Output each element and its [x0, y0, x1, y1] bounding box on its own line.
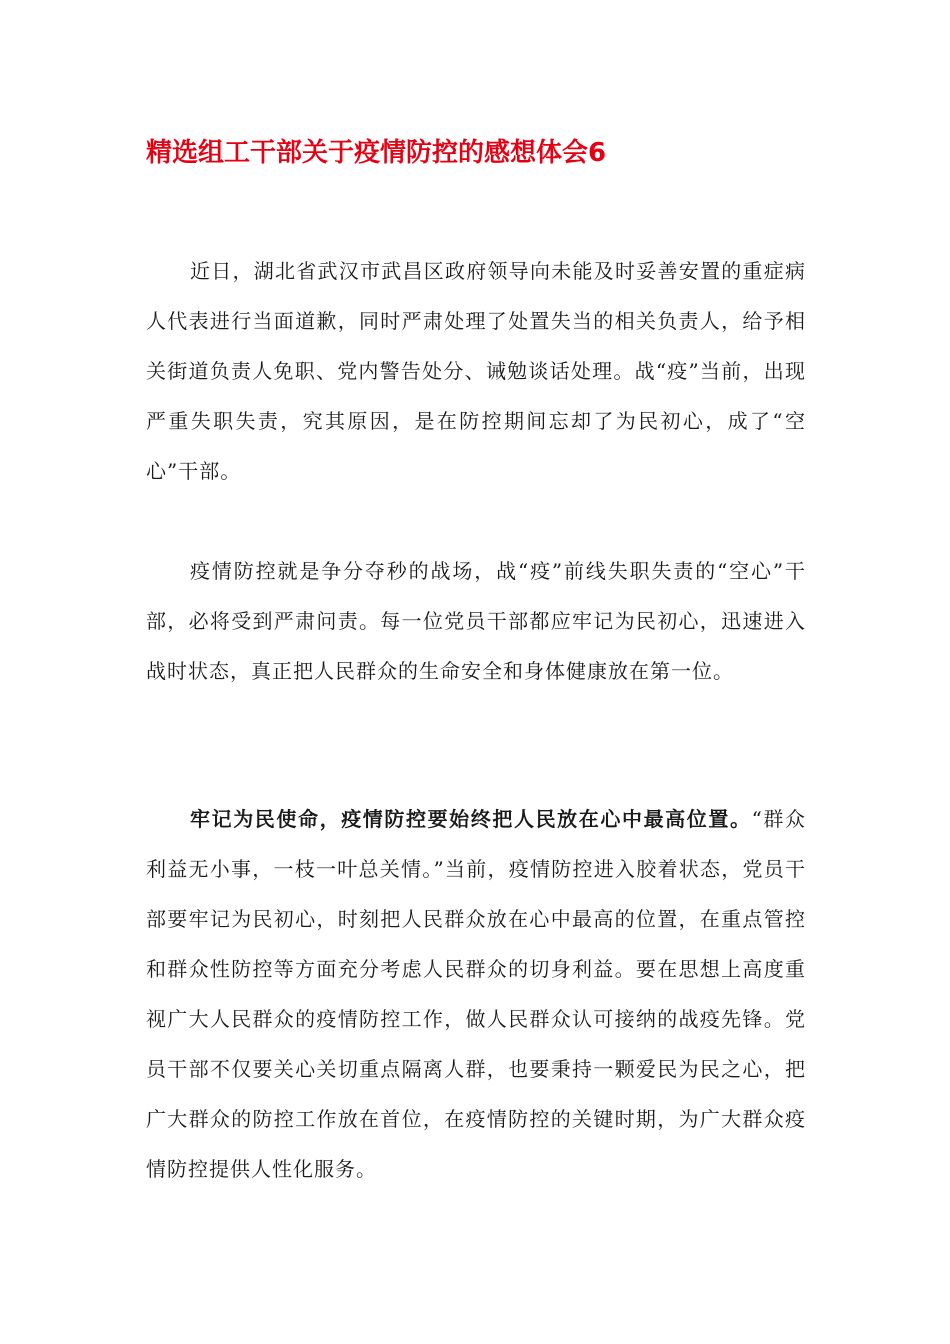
document-title: 精选组工干部关于疫情防控的感想体会6 — [146, 138, 607, 168]
section-paragraph — [146, 794, 806, 1194]
paragraph-1: 近日，湖北省武汉市武昌区政府领导向未能及时妥善安置的重症病人代表进行当面道歉，同时严肃处理了处置失当的相关负责人，给予相关街道负责人免职、党内警告处分、诫勉谈话处理。战“疫”当前，出现严重失职失责，究其原因，是在防控期间忘却了为民初心，成了“空心”干部。 — [146, 259, 806, 483]
section-body: “群众利益无小事，一枝一叶总关情。”当前，疫情防控进入胶着状态，党员干部要牢记为民初心，时刻把人民群众放在心中最高的位置，在重点管控和群众性防控等方面充分考虑人民群众的切身利益。要在思想上高度重视广大人民群众的疫情防控工作，做人民群众认可接纳的战疫先锋。党员干部不仅要关心关切重点隔离人群，也要秉持一颗爱民为民之心，把广大群众的防控工作放在首位，在疫情防控的关键时期，为广大群众疫情防控提供人性化服务。 — [146, 807, 807, 1181]
section-lead: 牢记为民使命，疫情防控要始终把人民放在心中最高位置。 — [190, 807, 752, 831]
paragraph-2: 疫情防控就是争分夺秒的战场，战“疫”前线失职失责的“空心”干部，必将受到严肃问责。每一位党员干部都应牢记为民初心，迅速进入战时状态，真正把人民群众的生命安全和身体健康放在第一位。 — [146, 559, 806, 683]
